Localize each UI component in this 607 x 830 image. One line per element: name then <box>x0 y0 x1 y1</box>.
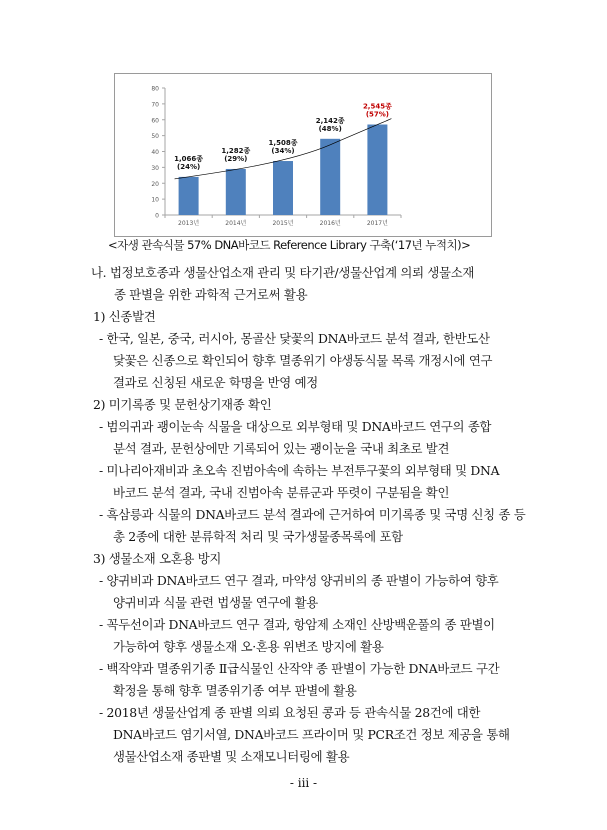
y-tick-label: 50 <box>151 133 159 141</box>
text-line: 양귀비과 식물 관련 법생물 연구에 활용 <box>113 595 318 610</box>
y-tick-label: 40 <box>151 149 159 156</box>
text-line: - 양귀비과 DNA바코드 연구 결과, 마약성 양귀비의 종 판별이 가능하여 향후 <box>99 573 499 588</box>
y-tick-label: 60 <box>151 117 159 125</box>
text-line: 총 2종에 대한 분류학적 처리 및 국가생물종목록에 포함 <box>113 529 403 544</box>
x-tick-label: 2017년 <box>366 220 388 227</box>
bar <box>179 177 199 215</box>
data-label: 1,282종 <box>221 146 251 155</box>
x-tick-label: 2014년 <box>225 220 247 227</box>
bar <box>226 169 246 215</box>
data-label: 1,066종 <box>174 154 204 163</box>
text-line: 나. 법정보호종과 생물산업소재 관리 및 타기관/생물산업계 의뢰 생물소재 <box>91 265 475 280</box>
bar-chart-svg <box>115 74 491 236</box>
x-tick-label: 2015년 <box>272 220 294 227</box>
y-tick-label: 80 <box>151 85 159 93</box>
y-tick-label: 10 <box>151 196 159 204</box>
page-number: - iii - <box>289 776 318 790</box>
text-line: 분석 결과, 문헌상에만 기록되어 있는 괭이눈을 국내 최초로 발견 <box>113 441 450 456</box>
x-tick-label: 2016년 <box>319 220 341 227</box>
data-label: 2,545종 <box>362 102 392 111</box>
data-label-percent: (34%) <box>271 147 295 156</box>
text-line: 생물산업소재 종판별 및 소재모니터링에 활용 <box>113 749 350 764</box>
text-line: 확정을 통해 향후 멸종위기종 여부 판별에 활용 <box>113 683 357 698</box>
chart-caption: <자생 관속식물 57% DNA바코드 Reference Library 구축(‘17년 누적치)> <box>108 238 471 252</box>
data-label: 2,142종 <box>315 116 345 125</box>
text-line: - 흑삼릉과 식물의 DNA바코드 분석 결과에 근거하여 미기록종 및 국명 신칭 종 등 <box>99 507 526 522</box>
text-line: 닻꽃은 신종으로 확인되어 향후 멸종위기 야생동식물 목록 개정시에 연구 <box>113 353 493 368</box>
text-line: 종 판별을 위한 과학적 근거로써 활용 <box>114 287 308 302</box>
text-line: - 범의귀과 괭이눈속 식물을 대상으로 외부형태 및 DNA바코드 연구의 종합 <box>99 419 492 434</box>
text-line: - 한국, 일본, 중국, 러시아, 몽골산 닻꽃의 DNA바코드 분석 결과, 한반도산 <box>99 331 490 346</box>
data-label: 1,508종 <box>268 139 298 148</box>
text-line: - 미나리아재비과 초오속 진범아속에 속하는 부전투구꽃의 외부형태 및 DNA <box>99 463 500 478</box>
text-line: - 꼭두선이과 DNA바코드 연구 결과, 항암제 소재인 산방백운풀의 종 판별이 <box>99 617 495 632</box>
text-line: 2) 미기록종 및 문헌상기재종 확인 <box>93 397 272 412</box>
bar <box>273 161 293 215</box>
text-line: 가능하여 향후 생물소재 오·혼용 위변조 방지에 활용 <box>113 639 384 654</box>
bar-chart <box>114 73 492 237</box>
x-tick-label: 2013년 <box>178 220 200 227</box>
text-line: 결과로 신칭된 새로운 학명을 반영 예정 <box>113 375 318 390</box>
bar <box>320 139 340 215</box>
data-label-percent: (57%) <box>365 110 389 119</box>
text-line: 바코드 분석 결과, 국내 진범아속 분류군과 뚜렷이 구분됨을 확인 <box>113 485 450 500</box>
y-tick-label: 20 <box>151 180 159 188</box>
y-tick-label: 30 <box>151 164 159 172</box>
y-tick-label: 0 <box>155 212 159 220</box>
data-label-percent: (24%) <box>177 162 201 171</box>
text-line: 1) 신종발견 <box>93 309 156 324</box>
bar <box>367 125 387 215</box>
data-label-percent: (48%) <box>318 124 342 133</box>
body-text <box>91 262 551 768</box>
text-line: - 2018년 생물산업계 종 판별 의뢰 요청된 콩과 등 관속식물 28건에 대한 <box>99 705 481 720</box>
text-line: - 백작약과 멸종위기종 Ⅱ급식물인 산작약 종 판별이 가능한 DNA바코드 구간 <box>99 661 500 676</box>
text-line: DNA바코드 염기서열, DNA바코드 프라이머 및 PCR조건 정보 제공을 통해 <box>113 727 510 742</box>
data-label-percent: (29%) <box>224 154 248 163</box>
text-line: 3) 생물소재 오혼용 방지 <box>93 551 222 566</box>
y-tick-label: 70 <box>151 101 159 109</box>
